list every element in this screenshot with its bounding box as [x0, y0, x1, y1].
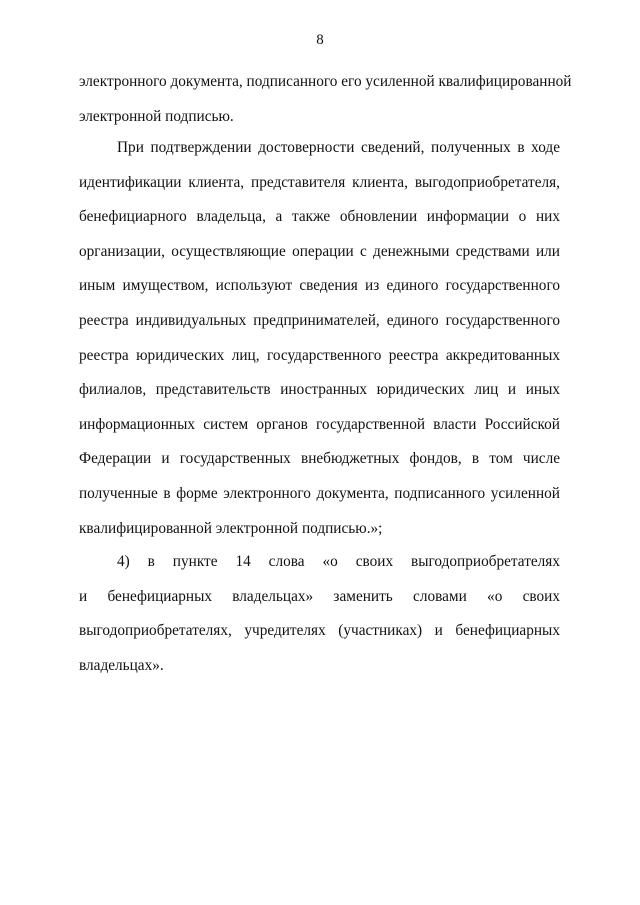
paragraph-line: идентификации клиента, представителя клиента, выгодоприобретателя,	[79, 173, 560, 191]
page-number: 8	[316, 32, 324, 48]
paragraph-line: владельцах».	[79, 656, 164, 674]
paragraph-line: иным имуществом, используют сведения из единого государственного	[79, 277, 560, 295]
paragraph-1	[79, 65, 572, 134]
paragraph-line: филиалов, представительств иностранных юридических лиц и иных	[79, 381, 560, 399]
paragraph-line: выгодоприобретателях, учредителях (участниках) и бенефициарных	[79, 622, 560, 640]
paragraph-2	[79, 131, 560, 546]
paragraph-3	[79, 545, 560, 683]
paragraph-line: и бенефициарных владельцах» заменить словами «о своих	[79, 587, 560, 605]
paragraph-line: полученные в форме электронного документа, подписанного усиленной	[79, 484, 560, 502]
paragraph-line: организации, осуществляющие операции с денежными средствами или	[79, 242, 560, 260]
paragraph-line: Федерации и государственных внебюджетных фондов, в том числе	[79, 450, 560, 468]
paragraph-line: При подтверждении достоверности сведений, полученных в ходе	[117, 139, 560, 156]
paragraph-line: реестра индивидуальных предпринимателей, единого государственного	[79, 311, 560, 329]
paragraph-line: электронного документа, подписанного его усиленной квалифицированной	[79, 73, 572, 90]
paragraph-line: квалифицированной электронной подписью.»;	[79, 519, 383, 537]
paragraph-line: информационных систем органов государственной власти Российской	[79, 415, 560, 433]
paragraph-line: электронной подписью.	[79, 107, 234, 125]
paragraph-line: 4) в пункте 14 слова «о своих выгодоприобретателях	[117, 553, 560, 570]
paragraph-line: реестра юридических лиц, государственного реестра аккредитованных	[79, 346, 560, 364]
paragraph-line: бенефициарного владельца, а также обновлении информации о них	[79, 208, 560, 226]
